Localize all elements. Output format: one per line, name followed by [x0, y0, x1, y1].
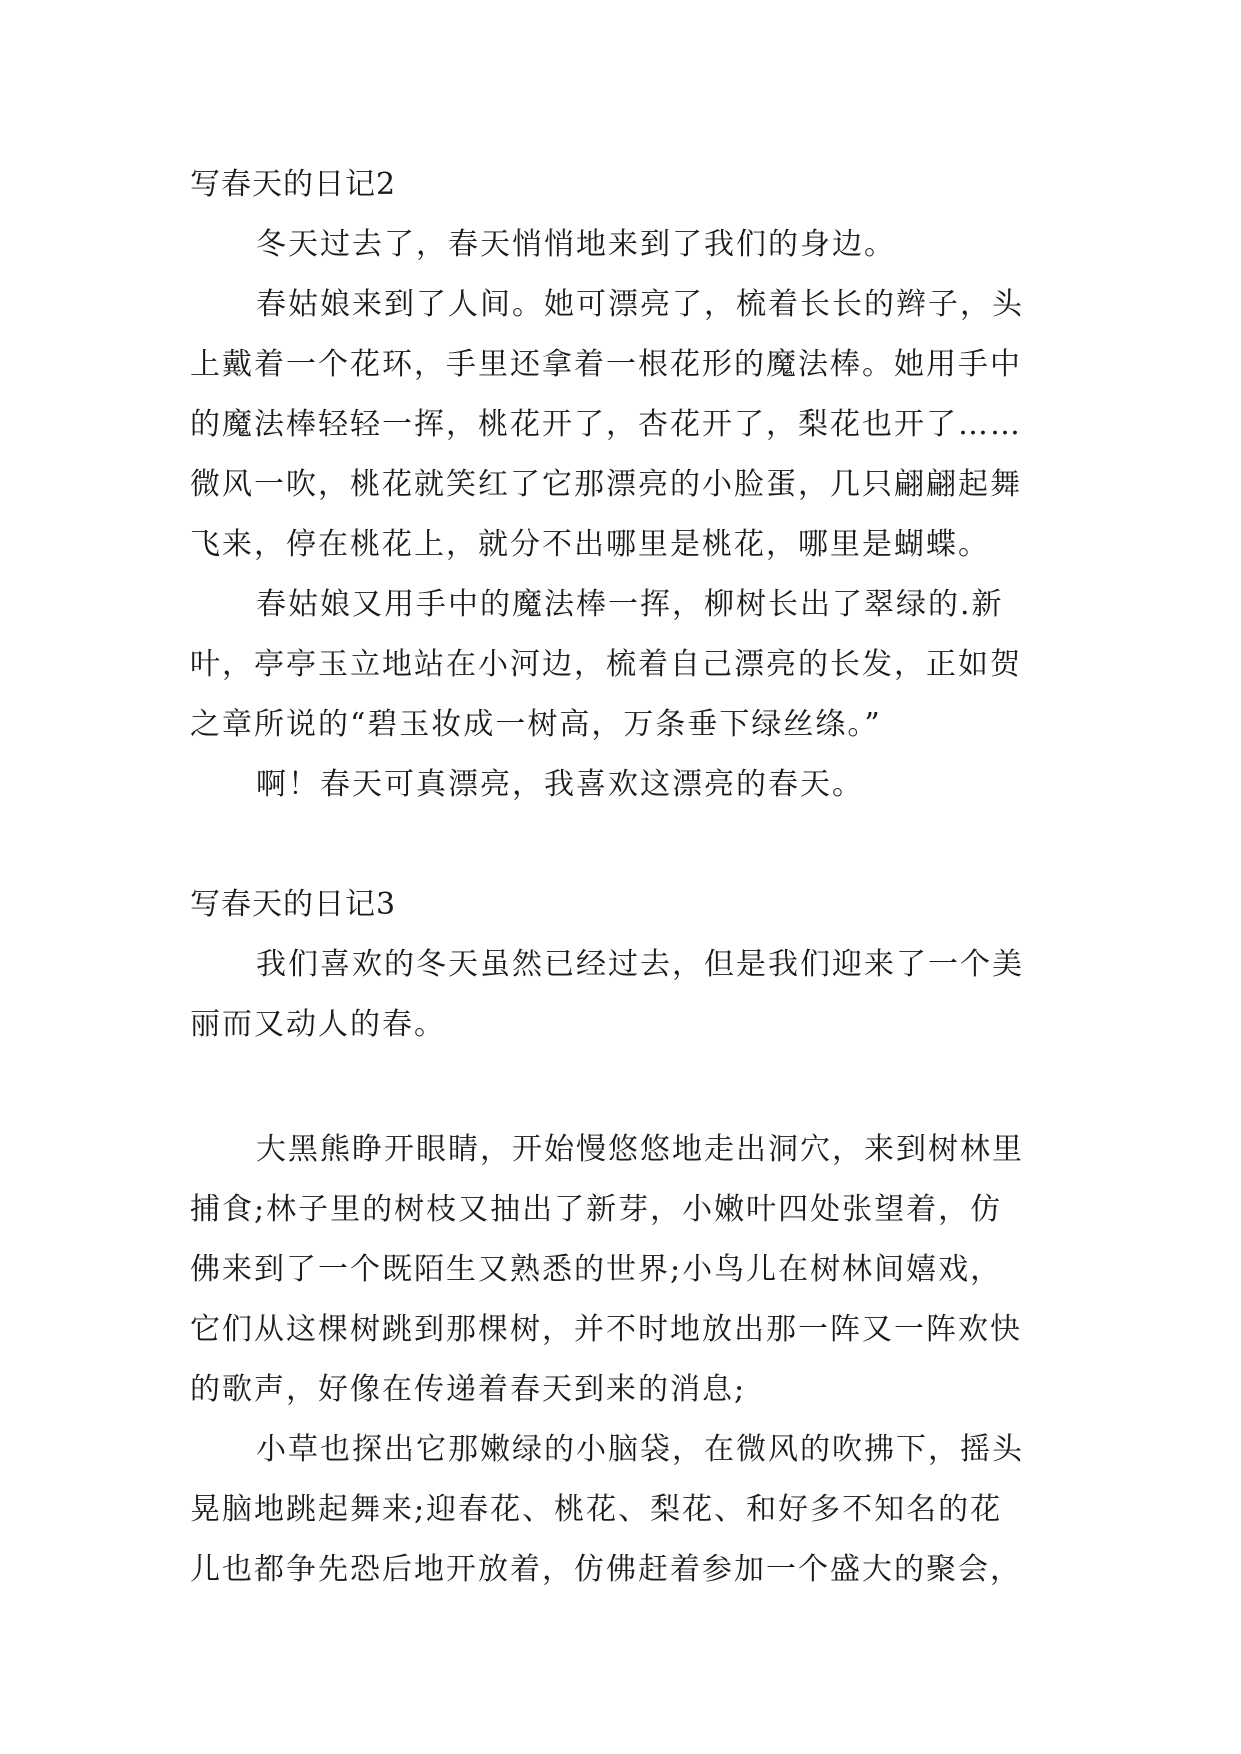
section-title-diary-2: 写春天的日记2 [190, 167, 397, 202]
paragraph-line: 微风一吹，桃花就笑红了它那漂亮的小脸蛋，几只翩翩起舞 [190, 467, 1022, 502]
section-title-diary-3: 写春天的日记3 [190, 887, 397, 922]
paragraph-line: 儿也都争先恐后地开放着，仿佛赶着参加一个盛大的聚会， [190, 1552, 1022, 1587]
paragraph-line: 的魔法棒轻轻一挥，桃花开了，杏花开了，梨花也开了…… [190, 407, 1022, 442]
paragraph-line: 的歌声，好像在传递着春天到来的消息; [190, 1372, 747, 1407]
paragraph-line: 飞来，停在桃花上，就分不出哪里是桃花，哪里是蝴蝶。 [190, 527, 990, 562]
paragraph-line: 冬天过去了，春天悄悄地来到了我们的身边。 [256, 227, 896, 262]
paragraph-line: 春姑娘来到了人间。她可漂亮了，梳着长长的辫子，头 [256, 287, 1024, 322]
paragraph-line: 叶，亭亭玉立地站在小河边，梳着自己漂亮的长发，正如贺 [190, 647, 1022, 682]
document-page [190, 155, 1052, 1600]
paragraph-line: 上戴着一个花环，手里还拿着一根花形的魔法棒。她用手中 [190, 347, 1022, 382]
section-spacer [190, 815, 1052, 875]
paragraph-line: 小草也探出它那嫩绿的小脑袋，在微风的吹拂下，摇头 [256, 1432, 1024, 1467]
paragraph-line: 之章所说的“碧玉妆成一树高，万条垂下绿丝绦。” [190, 707, 882, 742]
paragraph-line: 佛来到了一个既陌生又熟悉的世界;小鸟儿在树林间嬉戏， [190, 1252, 1003, 1287]
paragraph-line: 晃脑地跳起舞来;迎春花、桃花、梨花、和好多不知名的花 [190, 1492, 1003, 1527]
paragraph-line: 捕食;林子里的树枝又抽出了新芽，小嫩叶四处张望着，仿 [190, 1192, 1003, 1227]
paragraph-line: 春姑娘又用手中的魔法棒一挥，柳树长出了翠绿的.新 [256, 587, 1004, 622]
paragraph-line: 啊！春天可真漂亮，我喜欢这漂亮的春天。 [256, 767, 864, 802]
paragraph-line: 丽而又动人的春。 [190, 1007, 446, 1042]
paragraph-line: 我们喜欢的冬天虽然已经过去，但是我们迎来了一个美 [256, 947, 1024, 982]
paragraph-line: 大黑熊睁开眼睛，开始慢悠悠地走出洞穴，来到树林里 [256, 1132, 1024, 1167]
paragraph-spacer [190, 1055, 1052, 1120]
paragraph-line: 它们从这棵树跳到那棵树，并不时地放出那一阵又一阵欢快 [190, 1312, 1022, 1347]
